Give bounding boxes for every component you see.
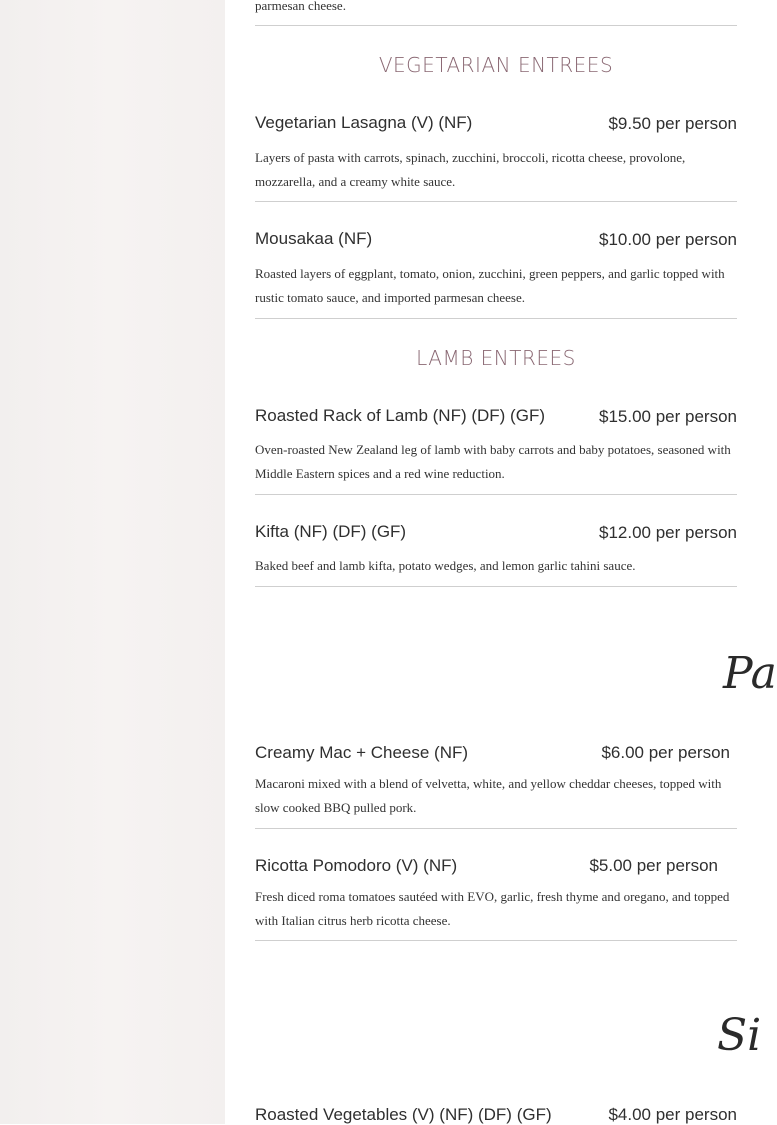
divider <box>255 828 737 829</box>
previous-item-description: parmesan cheese. <box>255 0 346 13</box>
menu-item-description: Fresh diced roma tomatoes sautéed with EVO, garlic, fresh thyme and oregano, and topped with Italian citrus herb ricotta cheese. <box>255 889 730 928</box>
menu-item-description: Oven-roasted New Zealand leg of lamb with baby carrots and baby potatoes, seasoned with Middle Eastern spices and a red wine reduction. <box>255 442 731 481</box>
divider <box>255 940 737 941</box>
divider <box>255 25 737 26</box>
section-heading-sides: Si <box>717 1010 762 1061</box>
section-title-lamb: LAMB ENTREES <box>416 346 576 370</box>
section-title-vegetarian: VEGETARIAN ENTREES <box>378 53 614 77</box>
divider <box>255 494 737 495</box>
menu-item-name: Vegetarian Lasagna (V) (NF) <box>255 113 473 132</box>
menu-item-price: $15.00 per person <box>599 407 737 426</box>
menu-item-price: $10.00 per person <box>599 230 737 249</box>
menu-item-description: Layers of pasta with carrots, spinach, zucchini, broccoli, ricotta cheese, provolone, mozzarella, and a creamy white sauce. <box>255 150 686 189</box>
menu-item-price: $9.50 per person <box>608 114 737 133</box>
menu-item-price: $4.00 per person <box>608 1105 737 1124</box>
menu-item-price: $5.00 per person <box>589 856 718 875</box>
menu-item-price: $6.00 per person <box>601 743 730 762</box>
menu-item-name: Creamy Mac + Cheese (NF) <box>255 743 469 762</box>
menu-item-name: Roasted Vegetables (V) (NF) (DF) (GF) <box>255 1105 552 1124</box>
menu-item-description: Roasted layers of eggplant, tomato, onion, zucchini, green peppers, and garlic topped with rustic tomato sauce, and imported parmesan cheese. <box>255 266 725 305</box>
menu-item-name: Kifta (NF) (DF) (GF) <box>255 522 407 541</box>
menu-item-description: Baked beef and lamb kifta, potato wedges, and lemon garlic tahini sauce. <box>255 558 636 573</box>
menu-item-name: Roasted Rack of Lamb (NF) (DF) (GF) <box>255 406 545 425</box>
divider <box>255 318 737 319</box>
section-heading-pasta: Pa <box>723 648 777 699</box>
menu-item-name: Ricotta Pomodoro (V) (NF) <box>255 856 458 875</box>
divider <box>255 201 737 202</box>
menu-item-price: $12.00 per person <box>599 523 737 542</box>
divider <box>255 586 737 587</box>
menu-item-description: Macaroni mixed with a blend of velvetta, white, and yellow cheddar cheeses, topped with slow cooked BBQ pulled pork. <box>255 776 722 815</box>
menu-item-name: Mousakaa (NF) <box>255 229 373 248</box>
left-sidebar-background <box>0 0 225 1124</box>
